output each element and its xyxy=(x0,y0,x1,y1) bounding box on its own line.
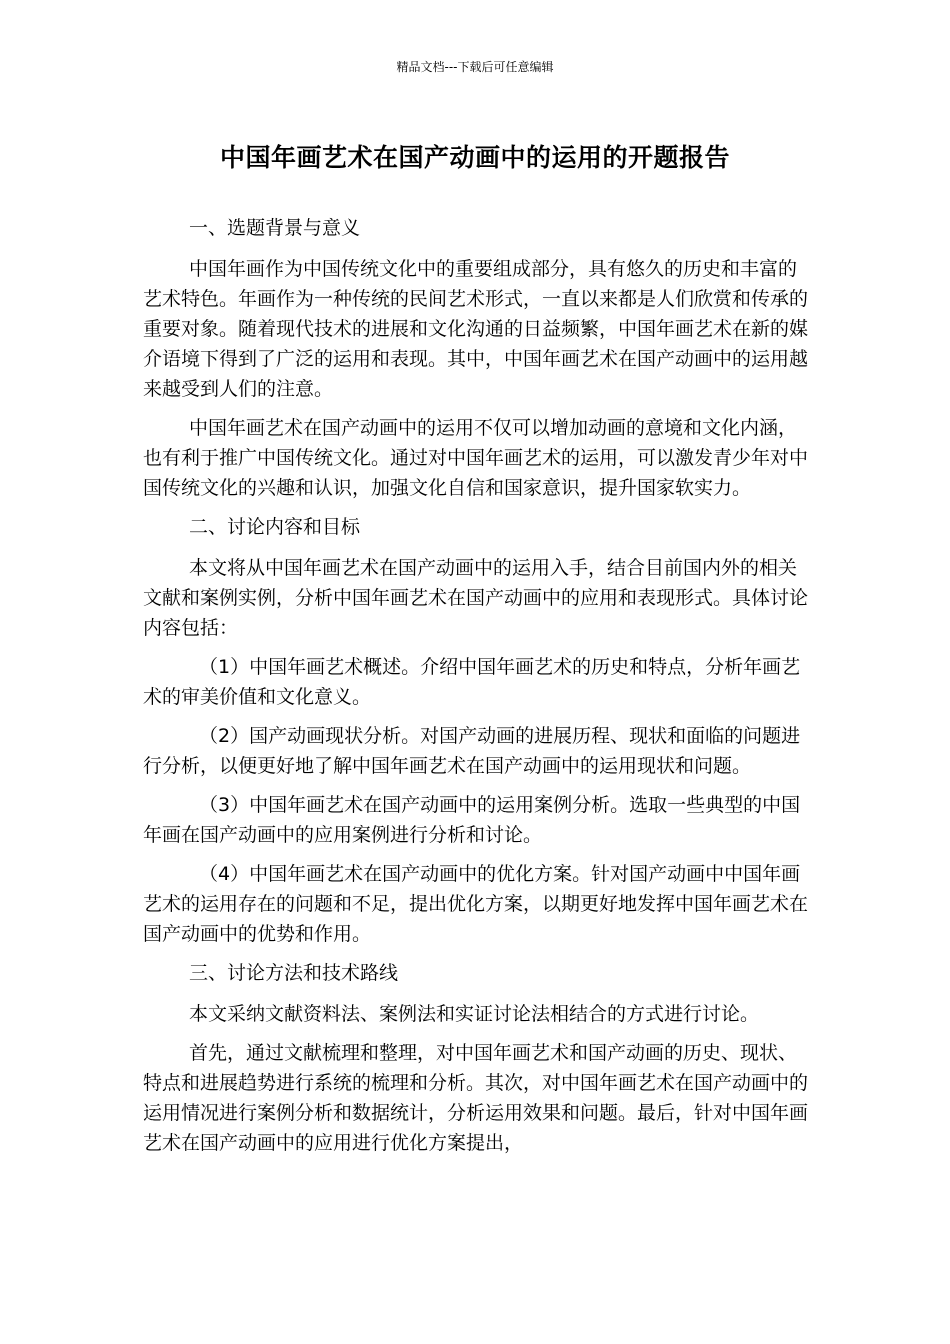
paragraph: 中国年画艺术在国产动画中的运用不仅可以增加动画的意境和文化内涵，也有利于推广中国传统文化。通过对中国年画艺术的运用，可以激发青少年对中国传统文化的兴趣和认识，加强文化自信和国家意识，提升国家软实力。 xyxy=(143,417,809,499)
list-item: （4）中国年画艺术在国产动画中的优化方案。针对国产动画中中国年画艺术的运用存在的问题和不足，提出优化方案，以期更好地发挥中国年画艺术在国产动画中的优势和作用。 xyxy=(143,863,809,945)
list-item: （1）中国年画艺术概述。介绍中国年画艺术的历史和特点，分析年画艺术的审美价值和文化意义。 xyxy=(143,656,801,708)
page-watermark: 精品文档---下载后可任意编辑 xyxy=(396,60,554,74)
section-heading: 二、讨论内容和目标 xyxy=(189,516,361,538)
paragraph: 中国年画作为中国传统文化中的重要组成部分，具有悠久的历史和丰富的艺术特色。年画作为一种传统的民间艺术形式，一直以来都是人们欣赏和传承的重要对象。随着现代技术的进展和文化沟通的日益频繁，中国年画艺术在新的媒介语境下得到了广泛的运用和表现。其中，中国年画艺术在国产动画中的运用越来越受到人们的注意。 xyxy=(143,258,809,400)
document-body xyxy=(143,213,809,1167)
section-heading: 三、讨论方法和技术路线 xyxy=(189,962,399,984)
paragraph: 本文将从中国年画艺术在国产动画中的运用入手，结合目前国内外的相关文献和案例实例，分析中国年画艺术在国产动画中的应用和表现形式。具体讨论内容包括： xyxy=(143,557,809,639)
section-heading: 一、选题背景与意义 xyxy=(189,217,361,239)
document-title: 中国年画艺术在国产动画中的运用的开题报告 xyxy=(219,143,730,172)
paragraph: 本文采纳文献资料法、案例法和实证讨论法相结合的方式进行讨论。 xyxy=(189,1003,760,1025)
list-item: （2）国产动画现状分析。对国产动画的进展历程、现状和面临的问题进行分析，以便更好地了解中国年画艺术在国产动画中的运用现状和问题。 xyxy=(143,725,801,777)
paragraph: 首先，通过文献梳理和整理，对中国年画艺术和国产动画的历史、现状、特点和进展趋势进行系统的梳理和分析。其次，对中国年画艺术在国产动画中的运用情况进行案例分析和数据统计，分析运用效果和问题。最后，针对中国年画艺术在国产动画中的应用进行优化方案提出， xyxy=(143,1042,809,1154)
list-item: （3）中国年画艺术在国产动画中的运用案例分析。选取一些典型的中国年画在国产动画中的应用案例进行分析和讨论。 xyxy=(143,794,801,846)
